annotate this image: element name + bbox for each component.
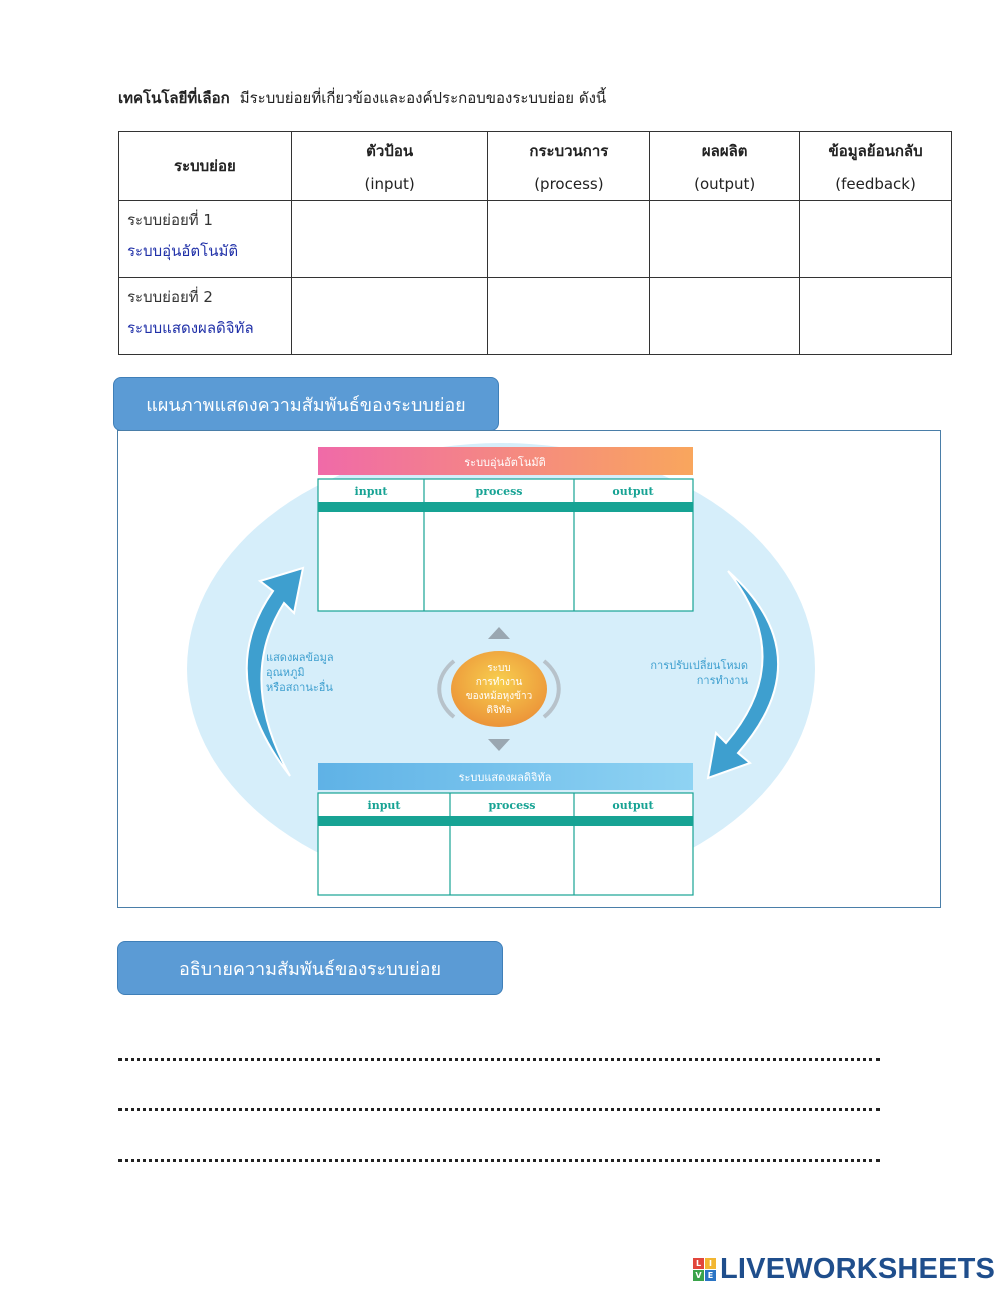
explain-section-title: อธิบายความสัมพันธ์ของระบบย่อย xyxy=(117,941,503,995)
diagram-section-title: แผนภาพแสดงความสัมพันธ์ของระบบย่อย xyxy=(113,377,499,431)
row1-output-cell[interactable] xyxy=(650,201,800,278)
top-col-input: input xyxy=(354,485,388,498)
header-process: กระบวนการ (process) xyxy=(488,132,650,201)
answer-line-1[interactable] xyxy=(118,1058,880,1061)
row2-output-cell[interactable] xyxy=(650,278,800,355)
liveworksheets-logo xyxy=(693,1253,995,1286)
right-label-1: การปรับเปลี่ยนโหมด xyxy=(650,659,748,672)
intro-text: มีระบบย่อยที่เกี่ยวข้องและองค์ประกอบของระบบย่อย ดังนี้ xyxy=(239,89,607,107)
top-col-process: process xyxy=(475,485,523,498)
bottom-col-input: input xyxy=(367,799,401,812)
header-subsystem: ระบบย่อย xyxy=(119,132,292,201)
row1-subsystem: ระบบย่อยที่ 1 ระบบอุ่นอัตโนมัติ xyxy=(119,201,292,278)
row1-feedback-cell[interactable] xyxy=(800,201,952,278)
row2-subsystem: ระบบย่อยที่ 2 ระบบแสดงผลดิจิทัล xyxy=(119,278,292,355)
header-feedback: ข้อมูลย้อนกลับ (feedback) xyxy=(800,132,952,201)
table-row xyxy=(119,278,952,355)
bottom-col-output: output xyxy=(612,799,654,812)
left-label-1: แสดงผลข้อมูล xyxy=(266,651,334,664)
top-box-title: ระบบอุ่นอัตโนมัติ xyxy=(464,456,546,469)
logo-text: LIVEWORKSHEETS xyxy=(720,1253,996,1285)
row2-process-cell[interactable] xyxy=(488,278,650,355)
intro-label: เทคโนโลยีที่เลือก xyxy=(118,89,230,107)
left-label-3: หรือสถานะอื่น xyxy=(266,681,333,694)
left-label-2: อุณหภูมิ xyxy=(266,666,305,679)
logo-grid-icon: L I V E xyxy=(693,1258,716,1281)
top-system-box xyxy=(318,447,693,611)
table-header-row xyxy=(119,132,952,201)
header-input: ตัวป้อน (input) xyxy=(291,132,488,201)
bottom-box-title: ระบบแสดงผลดิจิทัล xyxy=(458,771,552,784)
top-col-output: output xyxy=(612,485,654,498)
center-text-4: ดิจิทัล xyxy=(486,705,512,716)
center-text-1: ระบบ xyxy=(487,663,511,674)
subsystem-table xyxy=(118,131,952,355)
center-text-3: ของหม้อหุงข้าว xyxy=(465,691,533,702)
diagram-graphic xyxy=(118,431,940,907)
relationship-diagram xyxy=(117,430,941,908)
bottom-col-process: process xyxy=(488,799,536,812)
answer-line-2[interactable] xyxy=(118,1108,880,1111)
header-output: ผลผลิต (output) xyxy=(650,132,800,201)
row1-process-cell[interactable] xyxy=(488,201,650,278)
answer-line-3[interactable] xyxy=(118,1159,880,1162)
row2-input-cell[interactable] xyxy=(291,278,488,355)
right-label-2: การทำงาน xyxy=(696,674,748,687)
row1-input-cell[interactable] xyxy=(291,201,488,278)
table-row xyxy=(119,201,952,278)
center-text-2: การทำงาน xyxy=(475,677,523,688)
row2-feedback-cell[interactable] xyxy=(800,278,952,355)
intro-line xyxy=(118,86,606,110)
